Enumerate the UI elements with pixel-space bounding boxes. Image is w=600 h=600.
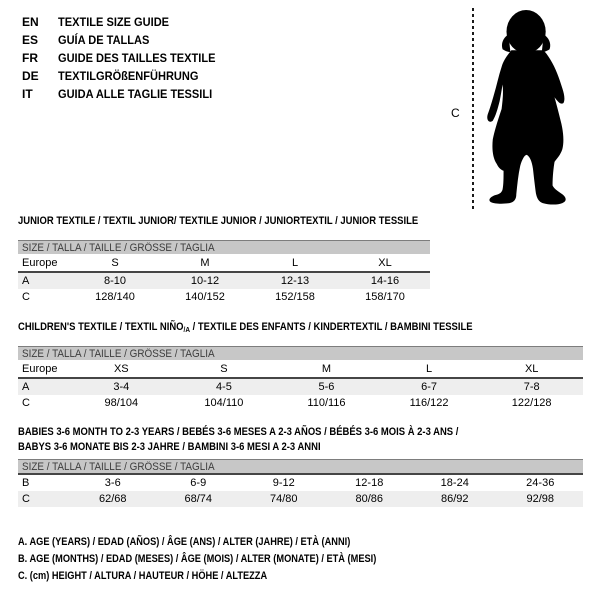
table-row-height xyxy=(18,289,430,305)
table-row-europe xyxy=(18,360,583,377)
language-title: GUIDA ALLE TAGLIE TESSILI xyxy=(58,87,213,101)
value-cell: 110/116 xyxy=(307,397,346,409)
value-cell: 152/158 xyxy=(275,291,315,303)
table-row-height xyxy=(18,491,583,507)
language-row xyxy=(22,31,229,49)
size-cell: S xyxy=(220,362,228,375)
row-label: C xyxy=(22,291,30,303)
table-row-height xyxy=(18,395,583,411)
legend-line-age-years xyxy=(18,536,445,553)
language-row xyxy=(22,49,229,67)
language-code: ES xyxy=(22,33,39,47)
size-bar-label: SIZE / TALLA / TAILLE / GRÖSSE / TAGLIA xyxy=(22,460,215,473)
children-heading-subscript: /A xyxy=(183,325,190,334)
children-size-table xyxy=(18,346,583,411)
language-code: FR xyxy=(22,51,38,65)
value-cell: 9-12 xyxy=(272,477,295,489)
value-cell: 14-16 xyxy=(370,275,400,287)
babies-size-table xyxy=(18,459,583,507)
value-cell: 62/68 xyxy=(98,493,127,505)
value-cell: 122/128 xyxy=(511,397,552,409)
value-cell: 24-36 xyxy=(526,477,555,489)
language-row xyxy=(22,85,229,103)
value-cell: 80/86 xyxy=(355,493,384,505)
size-cell: XS xyxy=(113,362,129,375)
table-row-europe xyxy=(18,254,430,271)
value-cell: 10-12 xyxy=(190,275,220,287)
language-code: EN xyxy=(22,15,39,29)
size-bar-label: SIZE / TALLA / TAILLE / GRÖSSE / TAGLIA xyxy=(22,241,215,254)
size-cell: M xyxy=(200,256,210,269)
size-cell: L xyxy=(291,256,299,269)
size-header-bar xyxy=(18,459,583,473)
value-cell: 8-10 xyxy=(103,275,127,287)
row-label: C xyxy=(22,493,30,505)
size-cell: XL xyxy=(378,256,392,269)
junior-section-heading: JUNIOR TEXTILE / TEXTIL JUNIOR/ TEXTILE JUNIOR / JUNIORTEXTIL / JUNIOR TESSILE xyxy=(18,215,419,227)
language-row xyxy=(22,67,229,85)
children-heading-text: CHILDREN'S TEXTILE / TEXTIL NIÑO xyxy=(18,321,184,333)
row-label: B xyxy=(22,477,30,489)
value-cell: 6-7 xyxy=(421,381,438,393)
height-measure-label: C xyxy=(451,106,460,120)
size-header-bar xyxy=(18,240,430,254)
value-cell: 98/104 xyxy=(104,397,139,409)
value-cell: 116/122 xyxy=(409,397,449,409)
value-cell: 18-24 xyxy=(440,477,469,489)
row-label: A xyxy=(22,381,30,393)
language-code: IT xyxy=(22,87,33,101)
size-bar-label: SIZE / TALLA / TAILLE / GRÖSSE / TAGLIA xyxy=(22,347,215,360)
row-label: A xyxy=(22,275,30,287)
height-measure-dashed-line xyxy=(472,8,474,210)
table-row-age xyxy=(18,273,430,289)
size-cell: M xyxy=(321,362,332,375)
legend-text: B. AGE (MONTHS) / EDAD (MESES) / ÂGE (MOIS) / ALTER (MONATE) / ETÀ (MESI) xyxy=(18,553,377,565)
value-cell: 12-13 xyxy=(280,275,310,287)
row-label: Europe xyxy=(22,362,58,375)
table-row-months xyxy=(18,475,583,491)
size-cell: L xyxy=(426,362,433,375)
junior-size-table xyxy=(18,240,430,305)
babies-heading-line1: BABIES 3-6 MONTH TO 2-3 YEARS / BEBÉS 3-6 MESES A 2-3 AÑOS / BÉBÉS 3-6 MOIS À 2-3 ANS / xyxy=(18,426,459,438)
value-cell: 4-5 xyxy=(215,381,232,393)
size-cell: S xyxy=(111,256,119,269)
language-title: TEXTILGRÖßENFÜHRUNG xyxy=(58,69,199,83)
row-label: C xyxy=(22,397,30,409)
legend-text: A. AGE (YEARS) / EDAD (AÑOS) / ÂGE (ANS) / ALTER (JAHRE) / ETÀ (ANNI) xyxy=(18,536,351,548)
silhouette-head xyxy=(507,10,546,53)
value-cell: 6-9 xyxy=(190,477,207,489)
language-title-list xyxy=(22,13,229,103)
value-cell: 74/80 xyxy=(269,493,298,505)
value-cell: 12-18 xyxy=(355,477,384,489)
language-title: TEXTILE SIZE GUIDE xyxy=(58,15,170,29)
size-header-bar xyxy=(18,346,583,360)
value-cell: 140/152 xyxy=(185,291,225,303)
babies-section-heading xyxy=(18,425,458,455)
table-row-age xyxy=(18,379,583,395)
language-code: DE xyxy=(22,69,39,83)
value-cell: 3-6 xyxy=(104,477,121,489)
legend-block xyxy=(18,536,445,587)
value-cell: 5-6 xyxy=(318,381,335,393)
value-cell: 68/74 xyxy=(184,493,213,505)
value-cell: 158/170 xyxy=(365,291,405,303)
legend-line-height xyxy=(18,570,445,587)
legend-line-age-months xyxy=(18,553,445,570)
toddler-silhouette-image xyxy=(482,5,580,213)
legend-text: C. (cm) HEIGHT / ALTURA / HAUTEUR / HÖHE / ALTEZZA xyxy=(18,570,268,582)
value-cell: 92/98 xyxy=(526,493,555,505)
value-cell: 7-8 xyxy=(523,381,540,393)
value-cell: 104/110 xyxy=(204,397,244,409)
value-cell: 86/92 xyxy=(440,493,469,505)
children-heading-text: / TEXTILE DES ENFANTS / KINDERTEXTIL / BAMBINI TESSILE xyxy=(189,321,473,333)
language-row xyxy=(22,13,229,31)
babies-heading-line2: BABYS 3-6 MONATE BIS 2-3 JAHRE / BAMBINI 3-6 MESI A 2-3 ANNI xyxy=(18,441,321,453)
row-label: Europe xyxy=(22,256,58,269)
value-cell: 3-4 xyxy=(113,381,130,393)
value-cell: 128/140 xyxy=(95,291,135,303)
language-title: GUIDE DES TAILLES TEXTILE xyxy=(58,51,216,65)
children-section-heading xyxy=(18,320,473,335)
silhouette-body xyxy=(487,50,565,204)
size-cell: XL xyxy=(524,362,539,375)
language-title: GUÍA DE TALLAS xyxy=(58,33,150,47)
